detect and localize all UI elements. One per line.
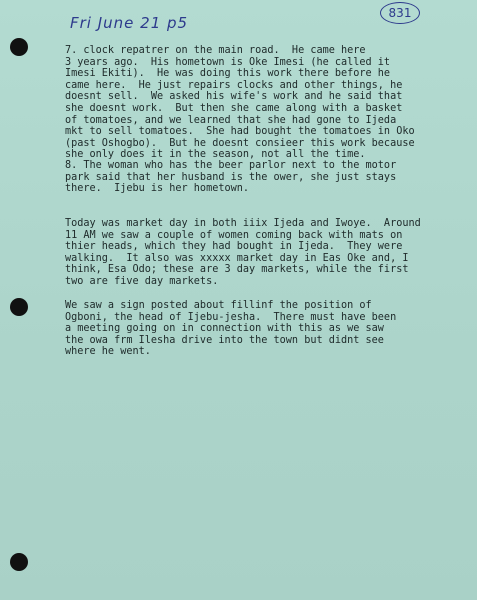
field-note-paragraph: 7. clock repatrer on the main road. He came here 3 years ago. His hometown is Oke Imesi (he called it Imesi Ekiti). He was doing this work there before he came here. He just repairs clocks and other things, he doesnt sell. We asked his wife's work and he said that she doesnt work. But then she came along with a basket of tomatoes, and we learned that she had gone to Ijeda mkt to sell tomatoes. She had bought the tomatoes in Oko (past Oshogbo). But he doesnt consieer this work because she only does it in the season, not all the time. bbox=[65, 45, 415, 161]
field-note-paragraph: 8. The woman who has the beer parlor next to the motor park said that her husband is the ower, she just stays there. Ijebu is her hometown. bbox=[65, 160, 397, 195]
binder-hole bbox=[10, 38, 28, 56]
binder-hole bbox=[10, 553, 28, 571]
binder-hole bbox=[10, 298, 28, 316]
handwritten-date: Fri June 21 p5 bbox=[70, 14, 189, 32]
field-note-paragraph: Today was market day in both iiix Ijeda and Iwoye. Around 11 AM we saw a couple of women coming back with mats on thier heads, which they had bought in Ijeda. They were walking. It also was xxxxx market day in Eas Oke and, I think, Esa Odo; these are 3 day markets, while the first two are five day markets. bbox=[65, 218, 421, 287]
page-number-circled: 831 bbox=[380, 2, 420, 24]
field-note-paragraph: We saw a sign posted about fillinf the position of Ogboni, the head of Ijebu-jesha. There must have been a meeting going on in connection with this as we saw the owa frm Ilesha drive into the town but didnt see where he went. bbox=[65, 300, 397, 358]
